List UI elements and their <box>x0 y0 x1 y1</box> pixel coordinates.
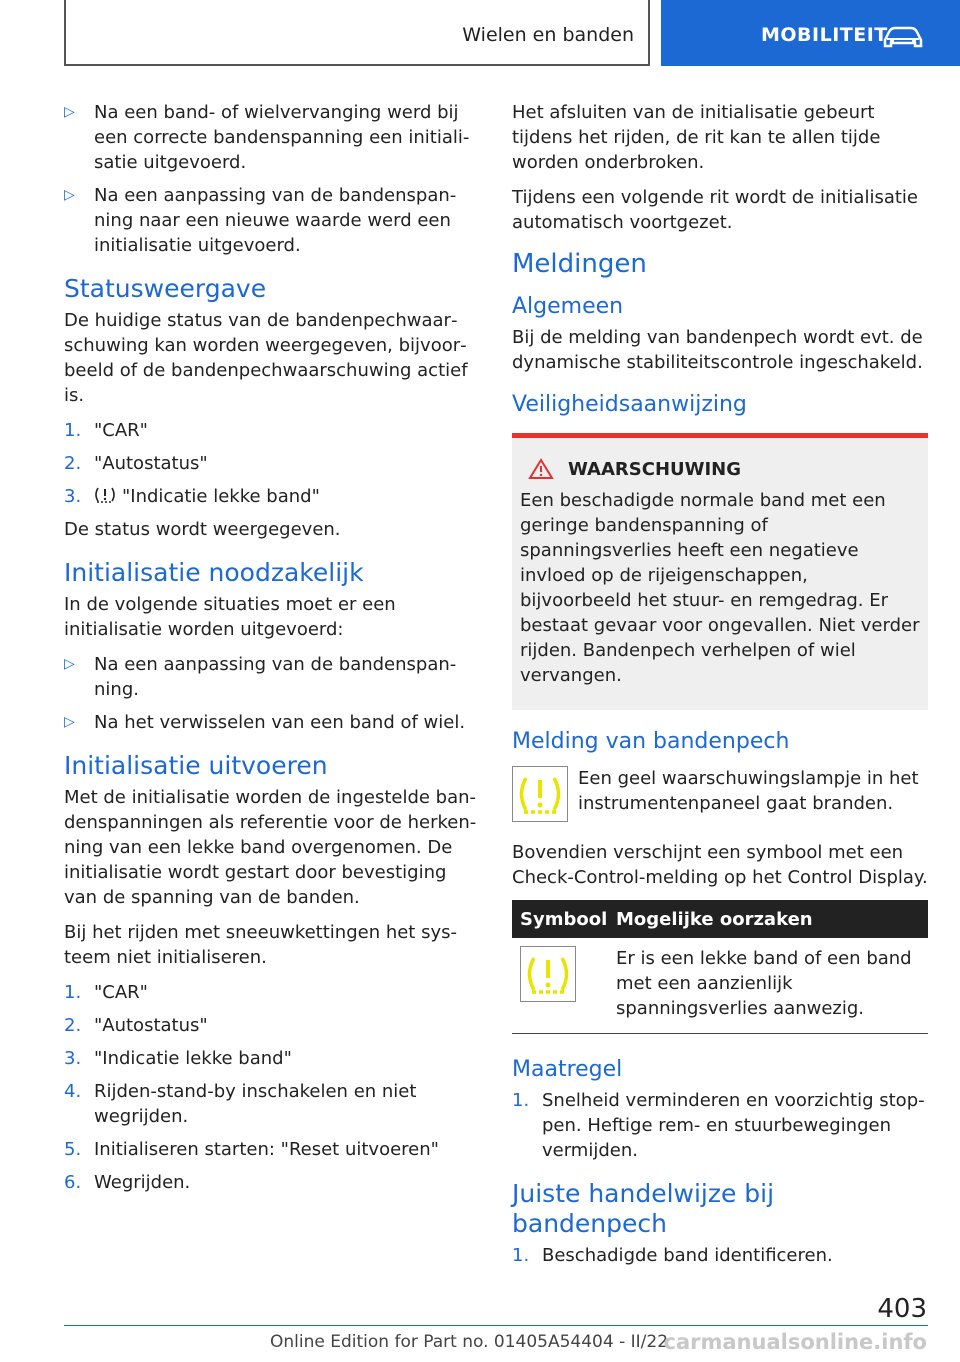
list-item: 3. "Indicatie lekke band" <box>64 486 320 507</box>
heading-juiste-handelwijze: Juiste handelwijze bij bandenpech <box>512 1179 775 1238</box>
running-header-chapter <box>661 0 960 66</box>
list-item: ▷ Na een band- of wielvervanging werd bij een correcte bandenspanning een initialisatie uitgevoerd. <box>64 102 470 173</box>
list-item: 3. "Indicatie lekke band" <box>64 1048 292 1069</box>
init-do-note: Bij het rijden met sneeuwkettingen het systeem niet initialiseren. <box>64 922 457 968</box>
list-item: 1. Beschadigde band identificeren. <box>512 1245 833 1266</box>
init-do-steps <box>64 980 478 1195</box>
symbol-table <box>512 900 928 1034</box>
status-text: De huidige status van de bandenpechwaarschuwing kan worden weergegeven, bijvoorbeeld of de bandenpechwaarschuwing actief is. <box>64 310 468 406</box>
tire-pressure-small-icon <box>94 485 116 505</box>
list-item: 1. "CAR" <box>64 420 148 441</box>
check-control-text: Bovendien verschijnt een symbool met een Check-Control-melding op het Control Display. <box>512 842 928 888</box>
list-item: ▷ Na een aanpassing van de bandenspanning. <box>64 654 457 700</box>
maatregel-steps <box>512 1088 928 1163</box>
heading-algemeen: Algemeen <box>512 294 624 319</box>
status-steps <box>64 418 478 509</box>
init-needed-text: In de volgende situaties moet er een initialisatie worden uitgevoerd: <box>64 594 396 640</box>
list-item: 4. Rijden-stand-by inschakelen en niet wegrijden. <box>64 1081 417 1127</box>
table-cell-symbol <box>512 938 608 1034</box>
heading-statusweergave: Statusweergave <box>64 274 267 303</box>
triangle-bullet-icon: ▷ <box>64 656 75 672</box>
algemeen-text: Bij de melding van bandenpech wordt evt. de dynamische stabiliteitscontrole ingeschakeld. <box>512 327 923 373</box>
status-result: De status wordt weergegeven. <box>64 519 341 540</box>
heading-melding-bandenpech: Melding van bandenpech <box>512 729 790 754</box>
warning-label: WAARSCHUWING <box>568 458 742 480</box>
page-number: 403 <box>877 1294 927 1324</box>
warning-header <box>520 458 920 480</box>
list-item: 6. Wegrijden. <box>64 1172 191 1193</box>
init-continue-text: Tijdens een volgende rit wordt de initialisatie automatisch voortgezet. <box>512 187 918 233</box>
list-item: ▷ Na het verwisselen van een band of wiel. <box>64 712 466 733</box>
lamp-row <box>512 766 928 826</box>
left-column <box>64 100 478 1203</box>
init-do-text: Met de initialisatie worden de ingestelde bandenspanningen als referentie voor de herkenning van een lekke band overgenomen. De initialisatie wordt gestart door bevestiging van de spanning van de banden. <box>64 787 477 908</box>
list-item: ▷ Na een aanpassing van de bandenspanning naar een nieuwe waarde werd een initialisatie uitgevoerd. <box>64 185 457 256</box>
right-column <box>512 100 928 1276</box>
heading-initialisatie-noodzakelijk: Initialisatie noodzakelijk <box>64 558 364 587</box>
table-header-symbool: Symbool <box>512 900 608 938</box>
heading-maatregel: Maatregel <box>512 1057 623 1082</box>
footer-edition: Online Edition for Part no. 01405A54404 - II/22 <box>270 1332 669 1352</box>
warning-triangle-icon <box>528 458 554 480</box>
footer-divider <box>64 1325 928 1326</box>
triangle-bullet-icon: ▷ <box>64 187 75 203</box>
intro-bullet-list <box>64 100 478 258</box>
running-header-section <box>64 0 650 66</box>
warning-text: Een beschadigde normale band met een geringe bandenspanning of spanningsverlies heeft een negatieve invloed op de rijeigenschappen, bijvoorbeeld het stuur- en remgedrag. Er bestaat gevaar voor ongevallen. Niet verder rijden. Bandenpech verhelpen of wiel vervangen. <box>520 490 920 686</box>
init-needed-bullets <box>64 652 478 735</box>
table-header-oorzaken: Mogelijke oorzaken <box>608 900 928 938</box>
init-end-text: Het afsluiten van de initialisatie gebeurt tijdens het rijden, de rit kan te allen tijde worden onderbroken. <box>512 102 881 173</box>
table-row <box>512 938 928 1034</box>
triangle-bullet-icon: ▷ <box>64 714 75 730</box>
heading-meldingen: Meldingen <box>512 249 647 279</box>
heading-veiligheidsaanwijzing: Veiligheidsaanwijzing <box>512 392 747 417</box>
lamp-text: Een geel waarschuwingslampje in het instrumentenpaneel gaat branden. <box>578 768 919 814</box>
table-header-row <box>512 900 928 938</box>
list-item: 5. Initialiseren starten: "Reset uitvoeren" <box>64 1139 439 1160</box>
table-cell-cause: Er is een lekke band of een band met een aanzienlijk spanningsverlies aanwezig. <box>608 938 928 1034</box>
chapter-title: MOBILITEIT <box>761 24 888 46</box>
list-item: 1. Snelheid verminderen en voorzichtig stoppen. Heftige rem- en stuurbewegingen vermijden. <box>512 1090 925 1161</box>
tire-pressure-warning-icon <box>520 946 576 1002</box>
car-icon <box>881 26 925 50</box>
section-title: Wielen en banden <box>462 24 634 46</box>
handelwijze-steps <box>512 1243 928 1268</box>
warning-box <box>512 433 928 710</box>
triangle-bullet-icon: ▷ <box>64 104 75 120</box>
list-item: 2. "Autostatus" <box>64 453 208 474</box>
heading-initialisatie-uitvoeren: Initialisatie uitvoeren <box>64 751 328 780</box>
tire-pressure-warning-icon <box>512 766 568 822</box>
watermark: carmanualsonline.info <box>663 1330 927 1354</box>
list-item: 1. "CAR" <box>64 982 148 1003</box>
list-item: 2. "Autostatus" <box>64 1015 208 1036</box>
